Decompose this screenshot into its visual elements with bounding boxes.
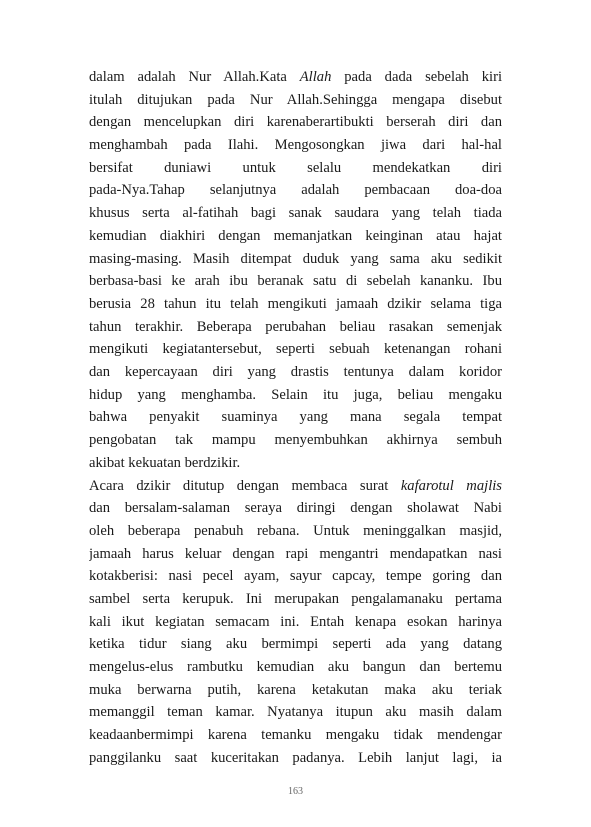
text-line: [89, 497, 502, 520]
text-segment: bersifat duniawi untuk selalu mendekatkan diri: [89, 159, 502, 176]
text-line: [89, 724, 502, 747]
text-line: [89, 338, 502, 361]
text-segment: jamaah harus keluar dengan rapi mengantri mendapatkan nasi: [89, 545, 502, 562]
text-segment: dan kepercayaan diri yang drastis tentunya dalam koridor: [89, 363, 502, 380]
text-line: [89, 633, 502, 656]
text-line: [89, 656, 502, 679]
text-segment: menghambah pada Ilahi. Mengosongkan jiwa dari hal-hal: [89, 137, 502, 154]
text-segment: keadaanbermimpi karena temanku mengaku tidak mendengar: [89, 727, 502, 744]
paragraph-1: [89, 66, 502, 474]
text-segment: itulah ditujukan pada Nur Allah.Sehingga mengapa disebut: [89, 91, 502, 108]
text-line: [89, 747, 502, 770]
text-line: [89, 611, 502, 634]
text-segment: masing-masing. Masih ditempat duduk yang sama aku sedikit: [89, 250, 502, 267]
text-segment: dengan mencelupkan diri karenaberartibukti berserah diri dan: [89, 114, 502, 131]
text-segment: panggilanku saat kuceritakan padanya. Lebih lanjut lagi, ia: [89, 749, 502, 766]
text-line: [89, 384, 502, 407]
text-line: [89, 202, 502, 225]
text-segment: dan bersalam-salaman seraya diringi dengan sholawat Nabi: [89, 500, 502, 517]
text-line: [89, 520, 502, 543]
text-line: [89, 406, 502, 429]
text-segment: oleh beberapa penabuh rebana. Untuk meninggalkan masjid,: [89, 522, 502, 539]
text-line: [89, 565, 502, 588]
text-segment: khusus serta al-fatihah bagi sanak saudara yang telah tiada: [89, 205, 502, 222]
text-segment: sambel serta kerupuk. Ini merupakan pengalamanaku pertama: [89, 591, 502, 608]
text-line: [89, 316, 502, 339]
text-line: [89, 429, 502, 452]
text-line: [89, 679, 502, 702]
text-line: [89, 179, 502, 202]
text-line: [89, 361, 502, 384]
page-number: 163: [288, 786, 303, 797]
text-segment: Acara dzikir ditutup dengan membaca surat: [89, 477, 401, 494]
text-line: [89, 475, 502, 498]
text-segment: kemudian diakhiri dengan memanjatkan keinginan atau hajat: [89, 227, 502, 244]
text-segment: tahun terakhir. Beberapa perubahan beliau rasakan semenjak: [89, 318, 502, 335]
text-line: [89, 452, 502, 475]
text-segment: kotakberisi: nasi pecel ayam, sayur capcay, tempe goring dan: [89, 568, 502, 585]
text-line: [89, 157, 502, 180]
text-line: [89, 89, 502, 112]
text-segment: berbasa-basi ke arah ibu beranak satu di sebelah kananku. Ibu: [89, 273, 502, 290]
text-line: [89, 701, 502, 724]
text-line: [89, 66, 502, 89]
text-line: [89, 248, 502, 271]
text-segment: mengelus-elus rambutku kemudian aku bangun dan bertemu: [89, 659, 502, 676]
text-line: [89, 543, 502, 566]
text-segment: akibat kekuatan berdzikir.: [89, 454, 241, 471]
paragraph-2: [89, 475, 502, 770]
text-segment: ketika tidur siang aku bermimpi seperti ada yang datang: [89, 636, 502, 653]
text-line: [89, 270, 502, 293]
text-line: [89, 293, 502, 316]
text-segment: pada dada sebelah kiri: [331, 69, 502, 85]
text-segment: hidup yang menghamba. Selain itu juga, beliau mengaku: [89, 386, 502, 403]
text-line: [89, 111, 502, 134]
text-line: [89, 225, 502, 248]
text-segment: muka berwarna putih, karena ketakutan maka aku teriak: [89, 681, 502, 698]
text-segment: pada-Nya.Tahap selanjutnya adalah pembacaan doa-doa: [89, 182, 502, 199]
text-segment: memanggil teman kamar. Nyatanya itupun aku masih dalam: [89, 704, 502, 721]
italic-term: kafarotul majlis: [400, 477, 502, 494]
italic-term: Allah: [299, 69, 332, 85]
text-segment: bahwa penyakit suaminya yang mana segala tempat: [89, 409, 502, 426]
text-line: [89, 134, 502, 157]
text-segment: dalam adalah Nur Allah.Kata: [89, 69, 300, 85]
text-segment: mengikuti kegiatantersebut, seperti sebuah ketenangan rohani: [89, 341, 502, 358]
text-segment: pengobatan tak mampu menyembuhkan akhirnya sembuh: [89, 432, 502, 448]
text-segment: kali ikut kegiatan semacam ini. Entah kenapa esokan harinya: [89, 613, 502, 630]
text-segment: berusia 28 tahun itu telah mengikuti jamaah dzikir selama tiga: [89, 295, 502, 312]
text-line: [89, 588, 502, 611]
